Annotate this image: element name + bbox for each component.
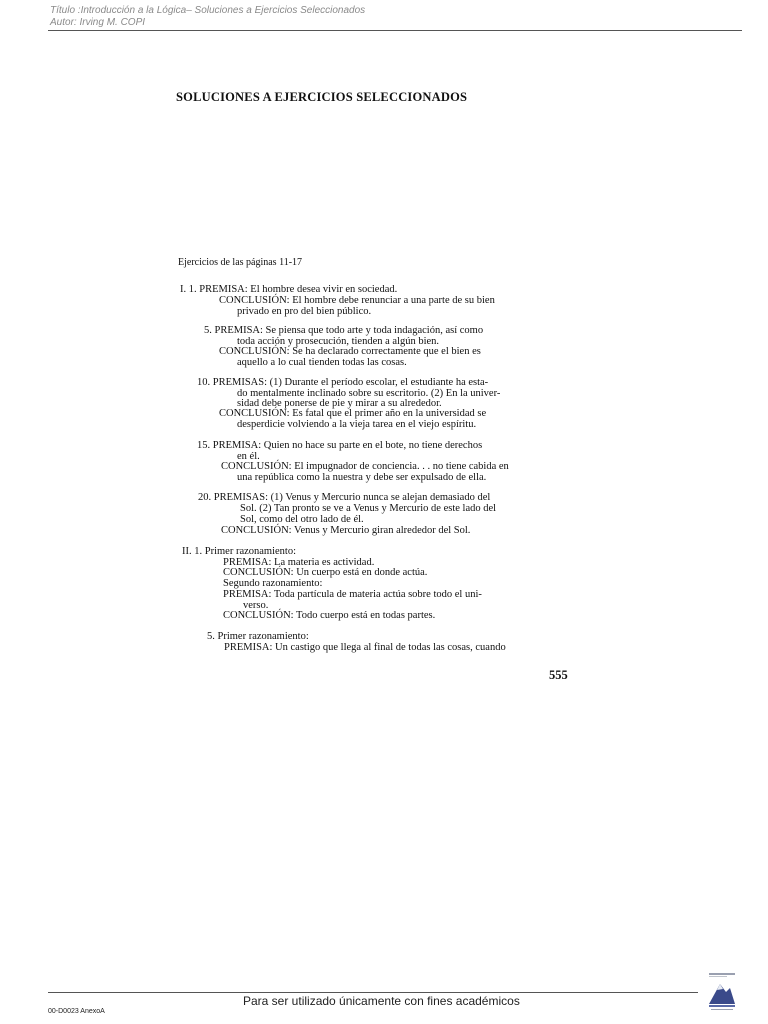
page-number: 555 xyxy=(549,668,568,682)
section-subtitle: Ejercicios de las páginas 11-17 xyxy=(178,257,303,268)
institution-logo-icon xyxy=(706,970,738,1014)
page-title: SOLUCIONES A EJERCICIOS SELECCIONADOS xyxy=(176,90,468,104)
text-line: CONCLUSIÓN: Venus y Mercurio giran alrededor del Sol. xyxy=(221,525,471,536)
footer-code: 00-D0023 AnexoA xyxy=(48,1008,105,1015)
text-line: toda acción y prosecución, tienden a algún bien. xyxy=(237,336,440,347)
text-line: Sol, como del otro lado de él. xyxy=(240,514,364,525)
document-header xyxy=(50,5,365,29)
footer-divider xyxy=(48,992,698,993)
text-line: CONCLUSIÓN: Todo cuerpo está en todas partes. xyxy=(223,610,436,621)
text-line: Segundo razonamiento: xyxy=(223,578,323,589)
text-line: PREMISA: La materia es actividad. xyxy=(223,557,375,568)
text-line: CONCLUSIÓN: Un cuerpo está en donde actúa. xyxy=(223,567,428,578)
text-line: 5. Primer razonamiento: xyxy=(207,631,309,642)
text-line: una república como la nuestra y debe ser expulsado de ella. xyxy=(237,472,487,483)
text-line: verso. xyxy=(243,600,269,611)
text-line: do mentalmente inclinado sobre su escritorio. (2) En la univer- xyxy=(237,388,501,399)
text-line: en él. xyxy=(237,451,260,462)
text-line: CONCLUSIÓN: Se ha declarado correctamente que el bien es xyxy=(219,346,481,357)
header-author: Autor: Irving M. COPI xyxy=(50,17,146,28)
header-title: Título :Introducción a la Lógica– Soluciones a Ejercicios Seleccionados xyxy=(50,5,366,16)
text-line: 20. PREMISAS: (1) Venus y Mercurio nunca se alejan demasiado del xyxy=(198,492,491,503)
text-line: CONCLUSIÓN: Es fatal que el primer año en la universidad se xyxy=(219,408,487,419)
text-line: II. 1. Primer razonamiento: xyxy=(182,546,297,557)
header-divider xyxy=(48,30,742,31)
text-line: 15. PREMISA: Quien no hace su parte en el bote, no tiene derechos xyxy=(197,440,483,451)
text-line: PREMISA: Un castigo que llega al final de todas las cosas, cuando xyxy=(224,642,506,653)
text-line: Sol. (2) Tan pronto se ve a Venus y Mercurio de este lado del xyxy=(240,503,497,514)
footer-notice: Para ser utilizado únicamente con fines académicos xyxy=(243,994,520,1008)
text-line: privado en pro del bien público. xyxy=(237,306,372,317)
text-line: 5. PREMISA: Se piensa que todo arte y toda indagación, así como xyxy=(204,325,484,336)
text-line: 10. PREMISAS: (1) Durante el período escolar, el estudiante ha esta- xyxy=(197,377,489,388)
text-line: I. 1. PREMISA: El hombre desea vivir en sociedad. xyxy=(180,284,398,295)
text-line: CONCLUSIÓN: El impugnador de conciencia. . . no tiene cabida en xyxy=(221,461,509,472)
text-line: desperdicie volviendo a la vieja tarea en el viejo espíritu. xyxy=(237,419,477,430)
text-line: PREMISA: Toda partícula de materia actúa sobre todo el uni- xyxy=(223,589,482,600)
text-line: aquello a lo cual tienden todas las cosas. xyxy=(237,357,407,368)
text-line: CONCLUSIÓN: El hombre debe renunciar a una parte de su bien xyxy=(219,295,495,306)
text-line: sidad debe ponerse de pie y mirar a su alrededor. xyxy=(237,398,442,409)
